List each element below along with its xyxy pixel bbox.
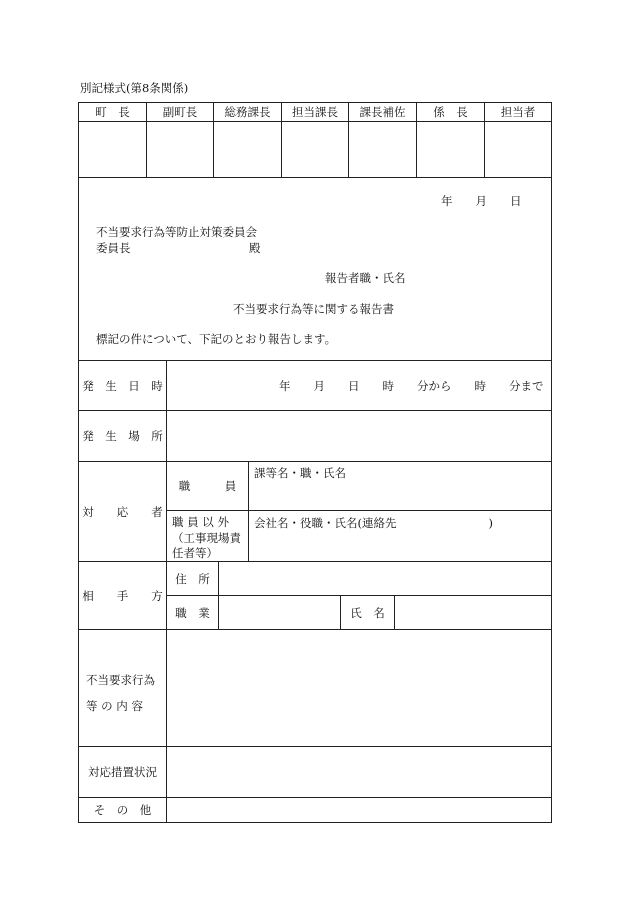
measures-field[interactable] [167,747,551,797]
occurrence-place-field[interactable] [167,411,551,461]
table-bottom-border [78,822,552,823]
non-staff-label [172,515,241,562]
occupation-field[interactable] [219,596,340,629]
name-label: 氏 名 [350,605,385,620]
non-staff-label-line-3: 任者等） [172,546,218,560]
honorific: 殿 [249,241,261,255]
stamp-box-mayor[interactable] [79,122,146,177]
stamp-box-deputy-mayor[interactable] [147,122,213,177]
non-staff-label-line-1: 職 員 以 外 [172,515,229,529]
addressee-person: 委員長 [96,241,131,255]
content-label-line-2: 等 の 内 容 [86,699,143,713]
divider [248,461,249,562]
approval-header-mayor: 町 長 [95,105,130,119]
stamp-box-section-chief[interactable] [282,122,348,177]
approval-header-section-chief: 担当課長 [292,105,338,119]
staff-hint[interactable]: 課等名・職・氏名 [254,466,346,480]
date-line: 年 月 日 [441,194,522,208]
occurrence-place-label: 発 生 場 所 [82,429,163,443]
approval-header-staff-in-charge: 担当者 [500,105,536,119]
occupation-label: 職 業 [175,605,210,620]
approval-header-unit-chief: 係 長 [433,105,468,119]
approval-header-assistant-chief: 課長補佐 [359,105,406,119]
content-field[interactable] [167,630,551,746]
divider [166,510,552,511]
non-staff-label-line-2: （工事現場責 [172,530,241,545]
report-subject: 不当要求行為等に関する報告書 [233,302,394,316]
address-label: 住 所 [175,571,210,586]
stamp-box-assistant-chief[interactable] [349,122,416,177]
address-field[interactable] [219,562,551,595]
other-field[interactable] [167,798,551,822]
responder-label: 対 応 者 [82,504,163,519]
table-right-border [551,102,552,823]
divider [78,177,552,178]
content-label-line-1: 不当要求行為 [86,673,155,687]
approval-header-deputy-mayor: 副町長 [162,105,198,119]
stamp-box-unit-chief[interactable] [417,122,484,177]
reporter-label: 報告者職・氏名 [325,271,406,285]
name-field[interactable] [395,596,551,629]
addressee-committee: 不当要求行為等防止対策委員会 [96,225,257,239]
other-label: そ の 他 [93,803,152,817]
content-label [86,667,155,719]
report-body: 標記の件について、下記のとおり報告します。 [96,332,337,346]
approval-header-general-affairs-chief: 総務課長 [224,105,271,119]
stamp-box-staff-in-charge[interactable] [485,122,551,177]
counterpart-label: 相 手 方 [82,588,163,603]
non-staff-hint[interactable]: 会社名・役職・氏名(連絡先 ) [254,516,493,530]
stamp-box-general-affairs-chief[interactable] [214,122,281,177]
measures-label: 対応措置状況 [88,765,157,779]
staff-label: 職 員 [178,479,237,493]
occurrence-datetime-field[interactable]: 年 月 日 時 分から 時 分まで [279,379,544,393]
occurrence-datetime-label: 発 生 日 時 [82,378,163,393]
form-title: 別記様式(第8条関係) [80,81,189,95]
